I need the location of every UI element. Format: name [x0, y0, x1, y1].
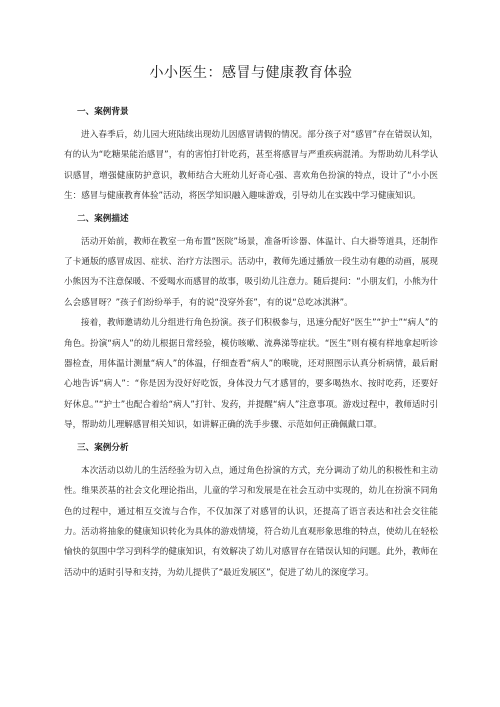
paragraph-description-1: 活动开始前，教师在教室一角布置“医院”场景，准备听诊器、体温计、白大褂等道具，还制作了卡通版的感冒成因、症状、治疗方法图示。活动中，教师先通过播放一段生动有趣的动画，展现小熊因为不注意保暖、不爱喝水而感冒的故事，吸引幼儿注意力。随后提问：“小朋友们，小熊为什么会感冒呀？”孩子们纷纷举手，有的说“没穿外套”，有的说“总吃冰淇淋”。	[64, 236, 438, 308]
section-description	[64, 212, 438, 436]
section-heading-analysis: 三、案例分析	[77, 442, 129, 453]
paragraph-background-1: 进入春季后，幼儿园大班陆续出现幼儿因感冒请假的情况。部分孩子对“感冒”存在错误认知，有的认为“吃糖果能治感冒”，有的害怕打针吃药，甚至将感冒与严重疾病混淆。为帮助幼儿科学认识感冒，增强健康防护意识，教师结合大班幼儿好奇心强、喜欢角色扮演的特点，设计了“小小医生：感冒与健康教育体验”活动，将医学知识融入趣味游戏，引导幼儿在实践中学习健康知识。	[64, 130, 438, 202]
section-analysis	[64, 441, 438, 583]
paragraph-analysis-1: 本次活动以幼儿的生活经验为切入点，通过角色扮演的方式，充分调动了幼儿的积极性和主动性。维果茨基的社会文化理论指出，儿童的学习和发展是在社会互动中实现的，幼儿在扮演不同角色的过程中，通过相互交流与合作，不仅加深了对感冒的认识，还提高了语言表达和社会交往能力。活动将抽象的健康知识转化为具体的游戏情境，符合幼儿直观形象思维的特点，使幼儿在轻松愉快的氛围中学习到科学的健康知识，有效解决了幼儿对感冒存在错误认知的问题。此外，教师在活动中的适时引导和支持，为幼儿提供了“最近发展区”，促进了幼儿的深度学习。	[64, 465, 438, 578]
section-heading-description: 二、案例描述	[77, 213, 129, 224]
section-heading-background: 一、案例背景	[77, 107, 129, 117]
paragraph-description-2: 接着，教师邀请幼儿分组进行角色扮演。孩子们积极参与，迅速分配好“医生”“护士”“病人”的角色。扮演“病人”的幼儿根据日常经验，模仿咳嗽、流鼻涕等症状。“医生”则有模有样地拿起听诊器检查，用体温计测量“病人”的体温，仔细查看“病人”的喉咙，还对照图示认真分析病情，最后耐心地告诉“病人”：“你是因为没好好吃饭，身体没力气才感冒的，要多喝热水、按时吃药，还要好好休息。”“护士”也配合着给“病人”打针、发药，并提醒“病人”注意事项。游戏过程中，教师适时引导，帮助幼儿理解感冒相关知识，如讲解正确的洗手步骤、示范如何正确佩戴口罩。	[64, 318, 438, 431]
page-title: 小小医生：感冒与健康教育体验	[149, 65, 353, 81]
section-background	[64, 105, 438, 207]
